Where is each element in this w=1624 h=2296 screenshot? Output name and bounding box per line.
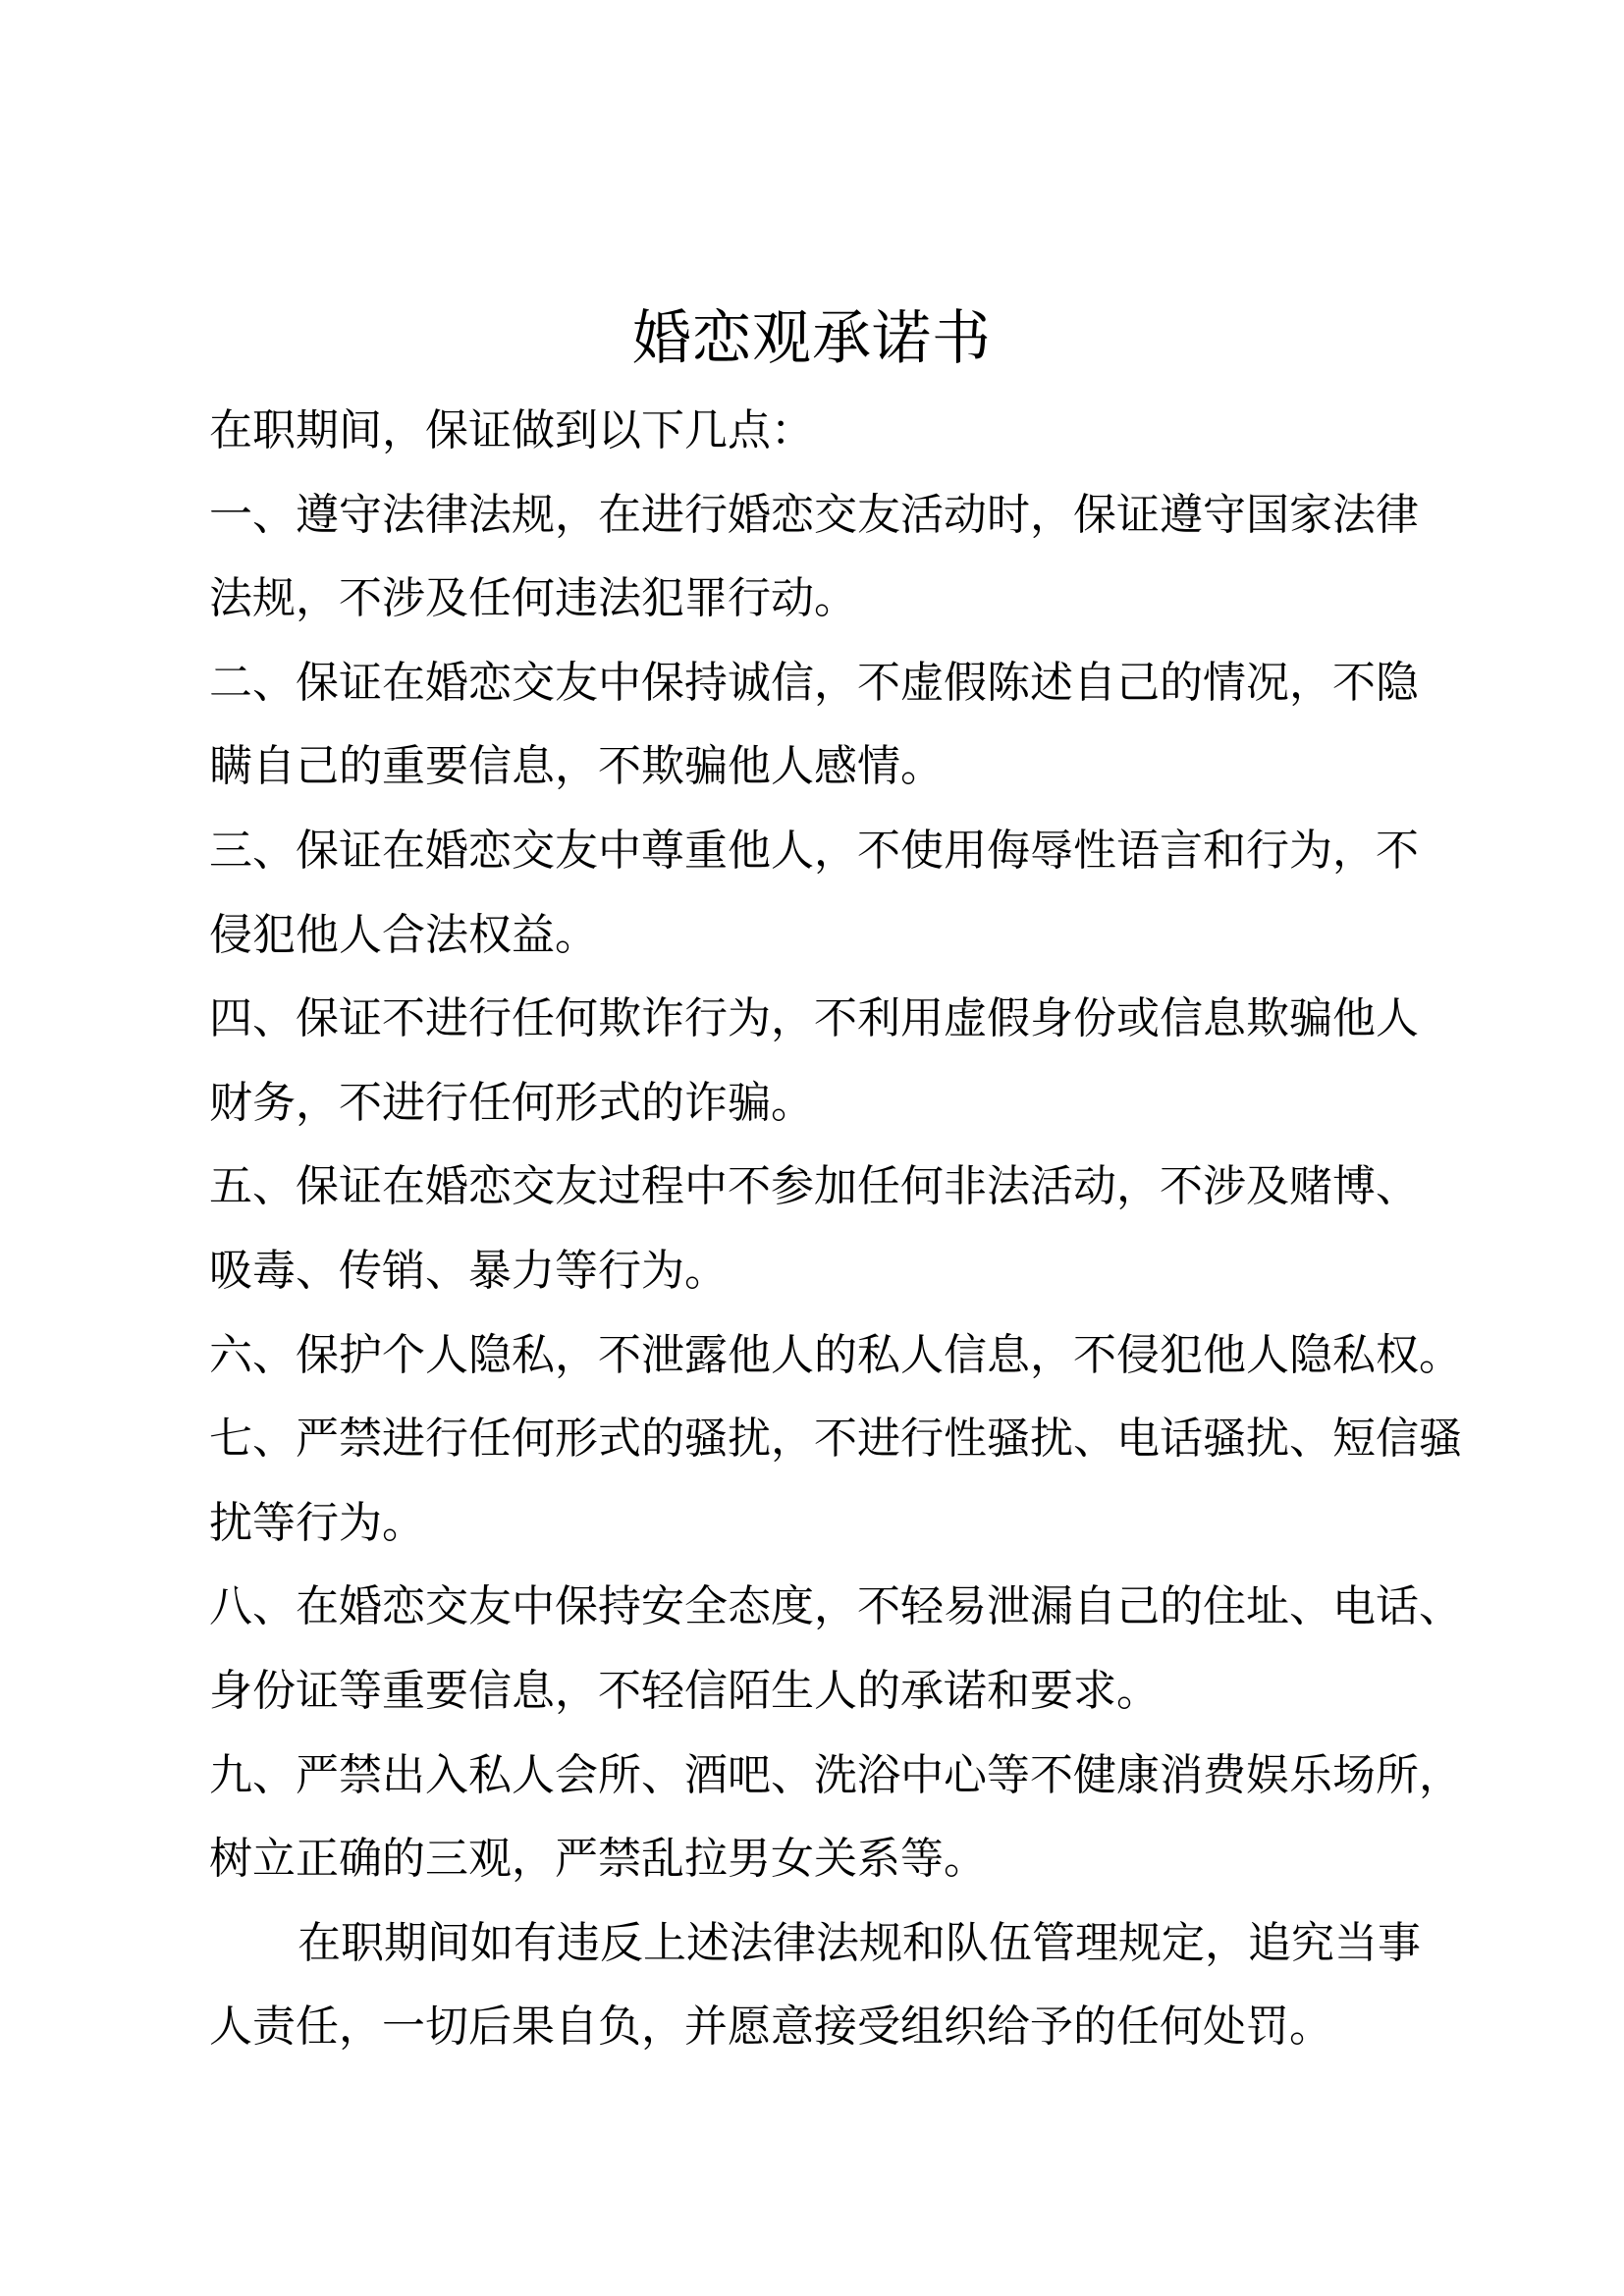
clause-7-line-2: 扰等行为。 <box>209 1497 425 1548</box>
clause-3-line-2: 侵犯他人合法权益。 <box>209 909 598 960</box>
clause-9-line-1: 九、严禁出入私人会所、酒吧、洗浴中心等不健康消费娱乐场所， <box>209 1749 1462 1800</box>
document-title: 婚恋观承诺书 <box>632 304 992 373</box>
clause-6-line-1: 六、保护个人隐私，不泄露他人的私人信息，不侵犯他人隐私权。 <box>209 1329 1462 1380</box>
clause-1-line-2: 法规，不涉及任何违法犯罪行动。 <box>209 573 857 624</box>
document-body <box>209 389 1462 2069</box>
intro-line: 在职期间，保证做到以下几点： <box>209 405 814 455</box>
clause-8-line-1: 八、在婚恋交友中保持安全态度，不轻易泄漏自己的住址、电话、 <box>209 1581 1462 1632</box>
clause-5-line-2: 吸毒、传销、暴力等行为。 <box>209 1245 728 1296</box>
clause-2-line-1: 二、保证在婚恋交友中保持诚信，不虚假陈述自己的情况，不隐 <box>209 657 1419 708</box>
clause-4-line-2: 财务，不进行任何形式的诈骗。 <box>209 1077 814 1128</box>
closing-line-1: 在职期间如有违反上述法律法规和队伍管理规定，追究当事 <box>298 1917 1421 1968</box>
closing-line-2: 人责任，一切后果自负，并愿意接受组织给予的任何处罚。 <box>209 2002 1332 2053</box>
clause-3-line-1: 三、保证在婚恋交友中尊重他人，不使用侮辱性语言和行为，不 <box>209 825 1419 876</box>
clause-1-line-1: 一、遵守法律法规，在进行婚恋交友活动时，保证遵守国家法律 <box>209 489 1419 540</box>
clause-7-line-1: 七、严禁进行任何形式的骚扰，不进行性骚扰、电话骚扰、短信骚 <box>209 1414 1462 1465</box>
clause-9-line-2: 树立正确的三观，严禁乱拉男女关系等。 <box>209 1834 987 1885</box>
clause-4-line-1: 四、保证不进行任何欺诈行为，不利用虚假身份或信息欺骗他人 <box>209 993 1419 1044</box>
clause-5-line-1: 五、保证在婚恋交友过程中不参加任何非法活动，不涉及赌博、 <box>209 1161 1419 1212</box>
clause-2-line-2: 瞒自己的重要信息，不欺骗他人感情。 <box>209 741 944 792</box>
clause-8-line-2: 身份证等重要信息，不轻信陌生人的承诺和要求。 <box>209 1665 1160 1716</box>
